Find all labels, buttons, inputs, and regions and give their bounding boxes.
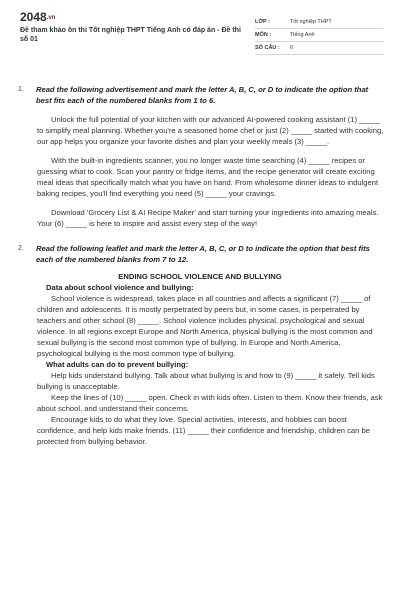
question-2-instruction: Read the following leaflet and mark the letter A, B, C, or D to indicate the option that best fits each of the numbered blanks from 7 to 12. [36, 244, 370, 264]
exam-meta [255, 16, 383, 55]
leaflet-paragraph: Keep the lines of (10) _____ open. Check in with kids often. Listen to them. Know their friends, ask about school, and understand their concerns. [37, 393, 383, 413]
leaflet-paragraph: Help kids understand bullying. Talk about what bullying is and how to (9) _____ it safely. Tell kids bullying is unacceptable. [37, 371, 375, 391]
exam-title: Đề tham khảo ôn thi Tốt nghiệp THPT Tiếng Anh có đáp án - Đề thi số 01 [20, 27, 241, 43]
leaflet-subheading: Data about school violence and bullying: [46, 283, 194, 292]
leaflet-paragraph: Encourage kids to do what they love. Special activities, interests, and hobbies can boost confidence, and help kids make friends. (11) _____ their confidence and friendship, children can be protected from bullying behavior. [37, 415, 370, 446]
meta-subject-value: Tiếng Anh [290, 32, 315, 38]
question-2 [8, 243, 392, 447]
logo-suffix: .vn [46, 14, 56, 21]
meta-row-subject [255, 29, 383, 42]
leaflet-title: ENDING SCHOOL VIOLENCE AND BULLYING [118, 272, 282, 281]
question-1-paragraph: Download 'Grocery List & AI Recipe Maker' and start turning your ingredients into amazing meals. Your (6) _____ is here to inspire and assist every step of the way! [37, 208, 379, 228]
leaflet-subheading: What adults can do to prevent bullying: [46, 360, 189, 369]
meta-count-key: SỐ CÂU : [255, 45, 280, 51]
question-2-number: 2. [18, 245, 24, 252]
meta-row-count [255, 42, 383, 55]
meta-subject-key: MÔN : [255, 32, 272, 38]
page-header [8, 4, 392, 64]
meta-class-key: LỚP : [255, 19, 270, 25]
question-1-instruction: Read the following advertisement and mark the letter A, B, C, or D to indicate the option that best fits each of the numbered blanks from 1 to 6. [36, 85, 369, 105]
meta-row-class [255, 16, 383, 29]
logo-main: 2048 [20, 10, 47, 24]
question-1-paragraph: Unlock the full potential of your kitchen with our advanced AI-powered cooking assistant (1) _____ to simplify meal planning. Whether you're a seasoned home chef or just (2) _____ started with cooking, our app helps you organize your favorite dishes and plan your weekly meals (3) _____. [37, 115, 384, 146]
question-1 [8, 84, 392, 229]
question-1-paragraph: With the built-in ingredients scanner, you no longer waste time searching (4) _____ recipes or guessing what to cook. Scan your pantry or fridge items, and the recipe generator will create exciting meal ideas that specifically match what you have on hand. From wholesome dinner ideas to indulgent baking recipes, you'll find everything you need (5) _____ your cravings. [37, 156, 379, 198]
site-logo[interactable] [20, 10, 55, 24]
leaflet-paragraph: School violence is widespread, takes place in all countries and affects a significant (7) _____ of children and adolescents. It is mostly perpetrated by peers but, in some cases, is perpetrated by teachers and other school (8) _____. School violence includes physical, psychological and sexual violence. In all regions except Europe and North America, physical bullying is the most common and sexual bullying is the second most common type of bullying. In Europe and North America, psychological bullying is the most common type of bullying. [37, 294, 373, 358]
meta-class-value: Tốt nghiệp THPT [290, 19, 332, 25]
meta-count-value: 6 [290, 45, 294, 51]
document-page [8, 4, 392, 596]
question-1-number: 1. [18, 86, 24, 93]
